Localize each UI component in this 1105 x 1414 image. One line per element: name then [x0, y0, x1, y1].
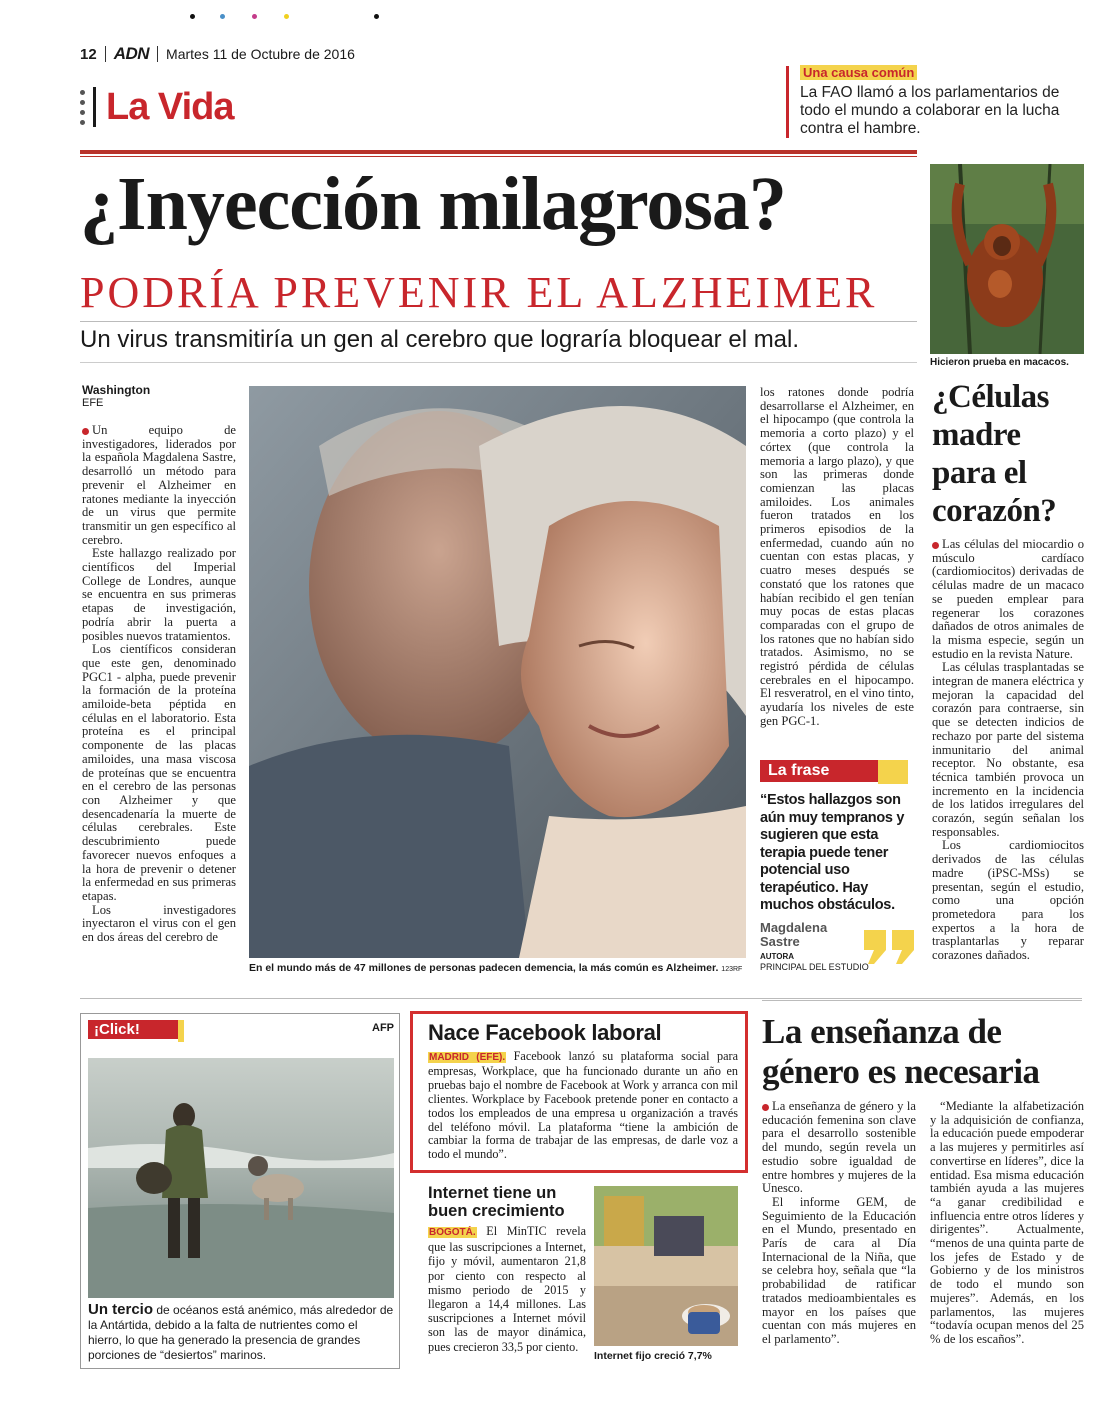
internet-story-body: BOGOTÁ. El MinTIC revela que las suscripciones a Internet, fijo y móvil, aumentaron 21,8 por ciento con respecto al mismo periodo de 2015 y llegaron a 14,4 millones. Las suscripciones a Internet móvil son las de mayor dinámica, pues crecieron 33,5 por ciento. — [428, 1224, 586, 1354]
page-header — [80, 44, 1080, 64]
orangutan-photo — [930, 164, 1084, 354]
side-note-kicker: Una causa común — [800, 65, 917, 80]
main-story-column-1 — [82, 424, 236, 945]
coffee-photo — [594, 1186, 738, 1346]
bullet-icon — [932, 542, 939, 549]
paragraph: los ratones donde podría desarrollarse el Alzheimer, en el hipocampo (que controla la memoria a corto plazo) y el córtex (que controla la memoria a largo plazo), y que son las primeras donde comienzan las placas amiloides. Los animales fueron tratados en los primeros episodios de la enfermedad, cuando aún no cuentan con estas placas, y cuatro meses después se constató que los ratones que habían recibido el gen tenían muy pocas de estas placas comparadas con el grupo de los ratones que no habían sido tratados. Asimismo, no se registró pérdida de células cerebrales en el hipocampo. El resveratrol, en el vino tinto, ayudaría los niveles de este gen PGC-1. — [760, 385, 914, 728]
byline-place: Washington — [82, 383, 151, 397]
brand-logo: ADN — [113, 44, 150, 63]
dateline: MADRID (EFE). — [429, 1052, 506, 1063]
bullet-icon — [762, 1104, 769, 1111]
photo-credit: 123RF — [721, 966, 743, 973]
main-headline: ¿Inyección milagrosa? — [80, 162, 786, 246]
section-header — [80, 82, 233, 132]
quote-tag: La frase — [760, 760, 878, 782]
click-tag: ¡Click! — [88, 1020, 182, 1039]
beach-photo-caption: Un tercio de océanos está anémico, más alrededor de la Antártida, debido a la falta de nutrientes como el hierro, lo que ha generado la presencia de grandes porciones de “desiertos” marinos. — [88, 1301, 394, 1362]
main-story-column-2 — [760, 386, 914, 729]
paragraph: Un equipo de investigadores, liderados por la española Magdalena Sastre, desarrolló un método para prevenir el Alzheimer en ratones mediante la inyección de un virus que permite transmitir un gen específico al cerebro. — [82, 423, 236, 547]
issue-date: Martes 11 de Octubre de 2016 — [166, 46, 355, 62]
facebook-story-title: Nace Facebook laboral — [428, 1020, 662, 1045]
gender-story-column-1 — [762, 1100, 916, 1347]
quote-role: AUTORA PRINCIPAL DEL ESTUDIO — [760, 951, 869, 972]
register-dot — [252, 14, 257, 19]
paragraph: El informe GEM, de Seguimiento de la Educación en el Mundo, presentado en París de cara al Día Internacional de la Niña, que se celebra hoy, señala que “la probabilidad de ratificar tratados medioambientales es mayor en los países que cuentan con más mujeres en el parlamento”. — [762, 1194, 916, 1346]
internet-story-title: Internet tiene un buen crecimiento — [428, 1184, 565, 1220]
main-photo — [249, 386, 746, 958]
byline — [82, 384, 150, 410]
quote-text: “Estos hallazgos son aún muy tempranos y sugieren que esta terapia puede tener potencial uso terapéutico. Hay muchos obstáculos. — [760, 792, 905, 913]
byline-agency: EFE — [82, 397, 104, 409]
sidebar-headline: ¿Células madre para el corazón? — [932, 379, 1057, 529]
page-number: 12 — [80, 45, 97, 63]
side-note — [800, 64, 1080, 138]
paragraph: La enseñanza de género y la educación femenina son clave para el desarrollo sostenible del mundo, según revela un estudio sobre igualdad de entre hombres y mujeres de la Unesco. — [762, 1099, 916, 1196]
paragraph: Los cardiomiocitos derivados de las células madre (iPSC-MSs) se presentan, según el estudio, como una opción prometedora para los expertos a la hora de trasplantarlas y reparar corazones dañados. — [932, 838, 1084, 963]
quote-marks-icon — [862, 928, 918, 966]
gender-story-headline: La enseñanza de género es necesaria — [762, 1012, 1040, 1091]
register-dot — [190, 14, 195, 19]
click-agency: AFP — [372, 1022, 394, 1034]
main-deck: Un virus transmitiría un gen al cerebro que lograría bloquear el mal. — [80, 326, 800, 353]
orangutan-photo-caption: Hicieron prueba en macacos. — [930, 357, 1069, 368]
coffee-photo-caption: Internet fijo creció 7,7% — [594, 1350, 712, 1362]
paragraph: Este hallazgo realizado por científicos del Imperial College de Londres, aunque se encuentra en sus primeras etapas de investigación, podría abrir la puerta a posibles nuevos tratamientos. — [82, 546, 236, 643]
paragraph: Las células trasplantadas se integran de manera eléctrica y mejoran la capacidad del corazón para contraerse, sin que se detecten indicios de rechazo por parte del sistema inmunitario del animal receptor. No obstante, esa técnica también provoca un incremento en la incidencia de los latidos irregulares del corazón, según señalan los responsables. — [932, 660, 1084, 839]
paragraph: “Mediante la alfabetización y la adquisición de confianza, la educación puede empoderar a las mujeres y permitirles así convertirse en líderes”, dice la entidad. Esa misma educación también ayuda a las mujeres “a ganar credibilidad e influencia entre otros líderes y dirigentes”. Actualmente, “menos de una quinta parte de los jefes de Estado y de Gobierno y de los ministros de todo el mundo son mujeres”. Además, en los parlamentos, las mujeres “todavía ocupan menos del 25 % de los escaños”. — [930, 1099, 1084, 1346]
main-subhead: PODRÍA PREVENIR EL ALZHEIMER — [80, 268, 878, 317]
register-dot — [220, 14, 225, 19]
section-title: La Vida — [106, 85, 234, 128]
beach-photo — [88, 1058, 394, 1298]
main-photo-caption: En el mundo más de 47 millones de personas padecen demencia, la más común es Alzheimer. 123RF — [249, 962, 743, 974]
bullet-icon — [82, 428, 89, 435]
register-dot — [374, 14, 379, 19]
quote-author: Magdalena Sastre — [760, 919, 828, 949]
dateline: BOGOTÁ. — [429, 1227, 476, 1238]
facebook-story-body: MADRID (EFE). Facebook lanzó su plataforma social para empresas, Workplace, que ha funcionado durante un año en pruebas bajo el nombre de Facebook at Work y arranca con mil clientes. Workplace by Facebook pretende poner en contacto a todos los empleados de una empresa u organización a través del teléfono móvil. La plataforma “tiene la ambición de cambiar la forma de trabajar de las empresas, de darle voz a todo el mundo”. — [428, 1049, 738, 1162]
sidebar-story-body — [932, 538, 1084, 963]
gender-story-column-2 — [930, 1100, 1084, 1347]
paragraph: Las células del miocardio o músculo cardíaco (cardiomiocitos) derivadas de células madre de un macaco se pueden emplear para regenerar los corazones dañados de otros animales de la misma especie, según un estudio en la revista Nature. — [932, 537, 1084, 661]
caption-lead: Un tercio — [88, 1301, 154, 1318]
side-note-text: La FAO llamó a los parlamentarios de todo el mundo a colaborar en la lucha contra el hambre. — [800, 84, 1060, 137]
paragraph: Los científicos consideran que este gen, denominado PGC1 - alpha, puede prevenir la formación de la proteína amiloide-beta péptida en células en el laboratorio. Esta proteína es el principal componente de las placas amiloides, una masa viscosa de proteínas que se encuentra en el cerebro de las personas con Alzheimer y que desencadenaría la muerte de células cerebrales. Este descubrimiento puede favorecer nuevos enfoques a la hora de prevenir o detener la enfermedad en sus primeras etapas. — [82, 642, 236, 903]
paragraph: Los investigadores inyectaron el virus con el gen en dos áreas del cerebro de — [82, 902, 236, 945]
section-dots-icon — [80, 90, 85, 125]
register-dot — [284, 14, 289, 19]
